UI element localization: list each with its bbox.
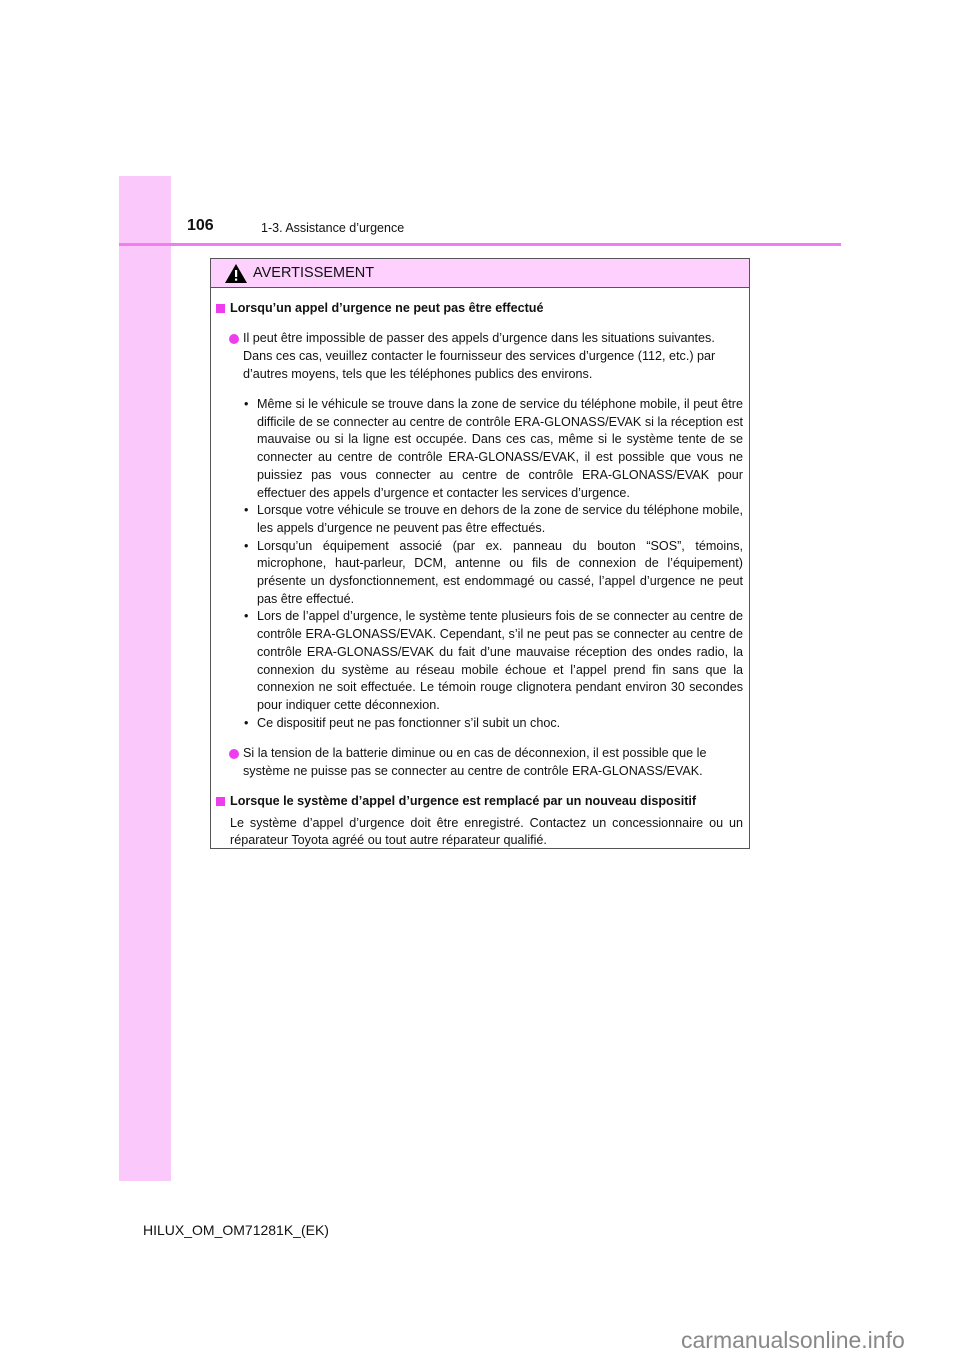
side-tab	[119, 176, 171, 1181]
section-heading: Lorsqu’un appel d’urgence ne peut pas être effectué	[216, 300, 743, 318]
list-item: Il peut être impossible de passer des appels d’urgence dans les situations suivantes. Dans ces cas, veuillez contacter le fournisseur des services d’urgence (112, etc.) par d’autres moyens, tels que les téléphones publics des environs.	[216, 330, 743, 383]
square-bullet-icon	[216, 304, 225, 313]
warning-header	[211, 259, 749, 288]
header-rule	[119, 243, 841, 246]
page-number: 106	[187, 217, 214, 234]
list-item: • Lorsque votre véhicule se trouve en dehors de la zone de service du téléphone mobile, les appels d’urgence ne peuvent pas être effectués.	[244, 503, 743, 535]
paragraph: Le système d’appel d’urgence doit être enregistré. Contactez un concessionnaire ou un réparateur Toyota agréé ou tout autre réparateur qualifié.	[230, 815, 743, 848]
footer-code: HILUX_OM_OM71281K_(EK)	[143, 1222, 329, 1238]
list-item: • Lorsqu’un équipement associé (par ex. panneau du bouton “SOS”, témoins, microphone, haut-parleur, DCM, antenne ou fils de connexion de l’équipement) présente un dysfonctionnement, est endommagé ou cassé, l’appel d’urgence ne peut pas être effectué.	[244, 538, 743, 606]
list-item: Si la tension de la batterie diminue ou en cas de déconnexion, il est possible que le système ne puisse pas se connecter au centre de contrôle ERA-GLONASS/EVAK.	[216, 745, 743, 780]
watermark: carmanualsonline.info	[681, 1327, 905, 1353]
warning-triangle-icon	[225, 264, 247, 283]
square-bullet-icon	[216, 797, 225, 806]
circle-bullet-icon	[229, 334, 239, 344]
list-item: • Ce dispositif peut ne pas fonctionner s’il subit un choc.	[244, 715, 561, 730]
warning-title: AVERTISSEMENT	[253, 265, 375, 281]
list-item: • Lors de l’appel d’urgence, le système tente plusieurs fois de se connecter au centre de contrôle ERA-GLONASS/EVAK. Cependant, s’il ne peut pas se connecter au centre de contrôle ERA-GLONASS/EVAK du fait d’une mauvaise réception des ondes radio, la connexion du système au réseau mobile échoue et l’appel prend fin sans que la connexion ne soit effectuée. Le témoin rouge clignotera pendant environ 30 secondes pour indiquer cette déconnexion.	[244, 609, 743, 712]
bullet-list	[216, 396, 743, 732]
section-heading: Lorsque le système d’appel d’urgence est remplacé par un nouveau dispositif	[216, 793, 743, 811]
list-item: • Même si le véhicule se trouve dans la zone de service du téléphone mobile, il peut être difficile de se connecter au centre de contrôle ERA-GLONASS/EVAK si la réception est mauvaise ou si la ligne est occupée. Dans ces cas, même si le système tente de se connecter au centre de contrôle ERA-GLONASS/EVAK, il est possible que vous ne puissiez pas vous connecter au centre de contrôle ERA-GLONASS/EVAK pour effectuer des appels d’urgence et contacter les services d’urgence.	[244, 397, 743, 500]
circle-bullet-icon	[229, 749, 239, 759]
section-title: 1-3. Assistance d’urgence	[261, 221, 405, 235]
warning-box	[210, 258, 750, 849]
